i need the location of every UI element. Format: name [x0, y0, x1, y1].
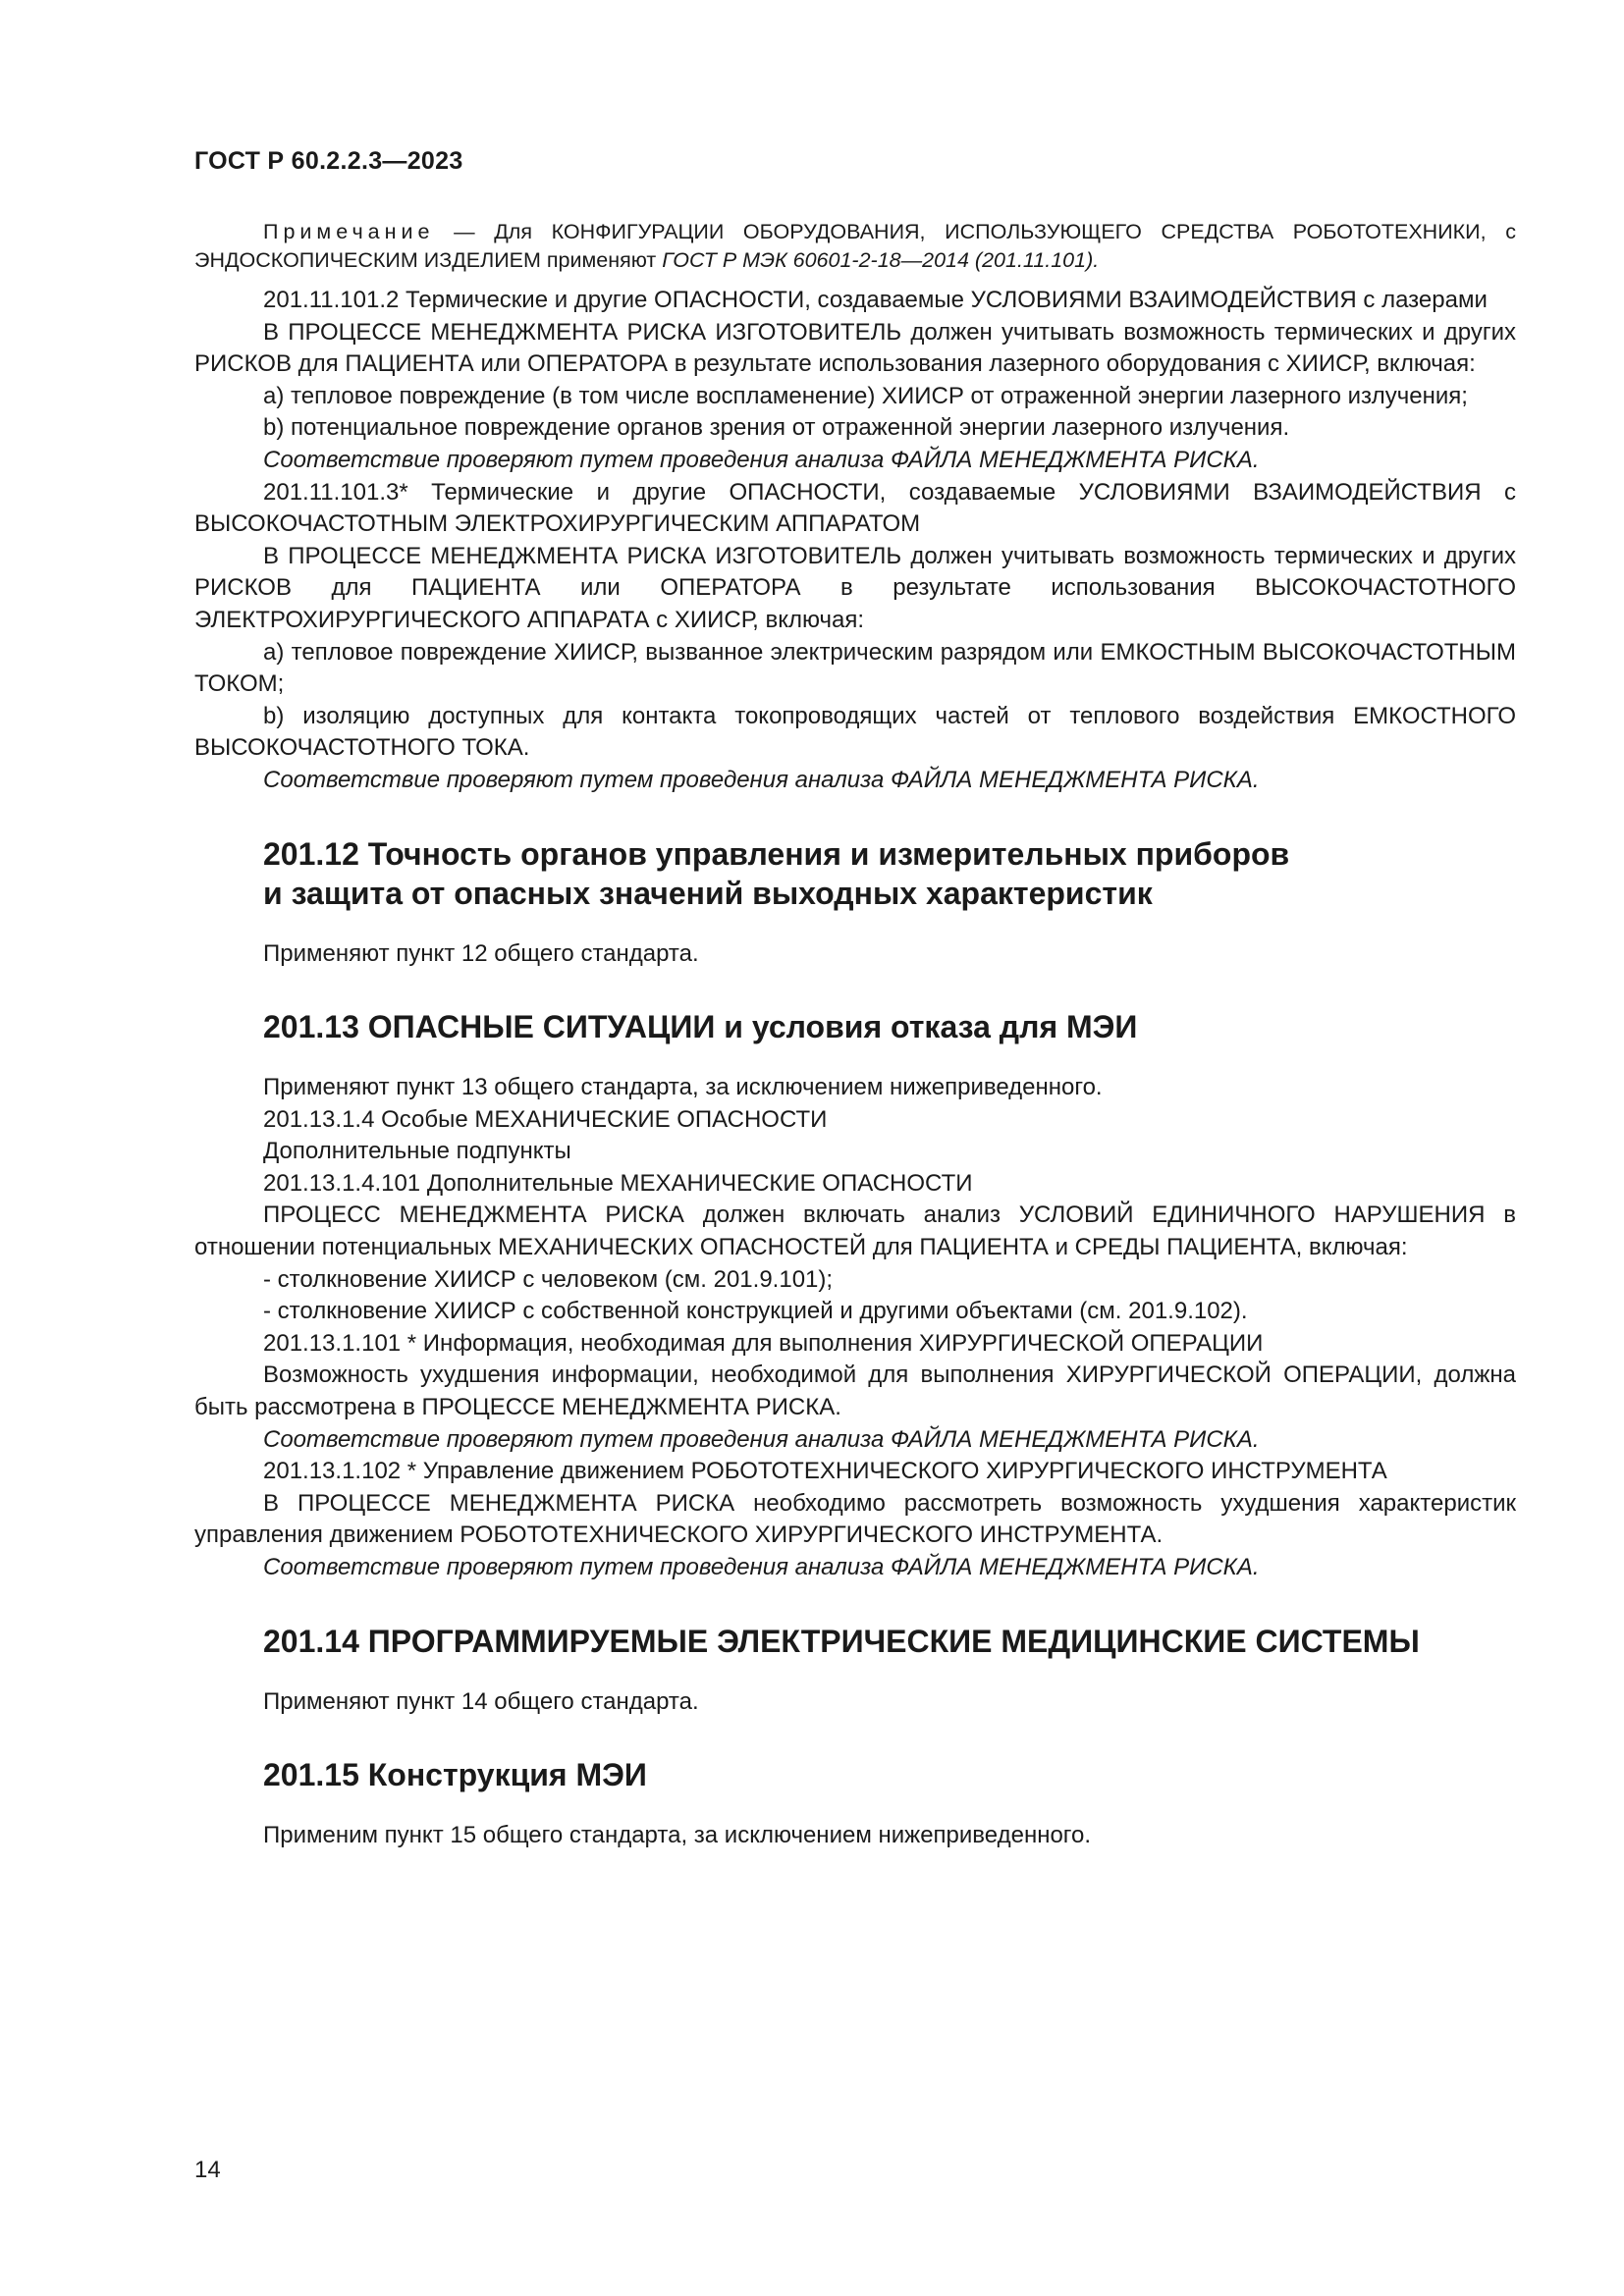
- clause-text: В ПРОЦЕССЕ МЕНЕДЖМЕНТА РИСКА ИЗГОТОВИТЕЛЬ должен учитывать возможность термических и других РИСКОВ для ПАЦИЕНТА или ОПЕРАТОРА в результате использования лазерного оборудования с ХИИСР, включая:: [194, 318, 1516, 378]
- compliance-statement: Соответствие проверяют путем проведения анализа ФАЙЛА МЕНЕДЖМЕНТА РИСКА.: [263, 766, 1260, 793]
- compliance-statement: Соответствие проверяют путем проведения анализа ФАЙЛА МЕНЕДЖМЕНТА РИСКА.: [263, 446, 1260, 473]
- clause-201-13-1-102: 201.13.1.102 * Управление движением РОБОТОТЕХНИЧЕСКОГО ХИРУРГИЧЕСКОГО ИНСТРУМЕНТА: [263, 1458, 1387, 1485]
- clause-201-11-101-2: 201.11.101.2 Термические и другие ОПАСНОСТИ, создаваемые УСЛОВИЯМИ ВЗАИМОДЕЙСТВИЯ с лазерами: [263, 287, 1488, 313]
- section-heading-201-12: [194, 834, 1516, 913]
- clause-text: В ПРОЦЕССЕ МЕНЕДЖМЕНТА РИСКА ИЗГОТОВИТЕЛЬ должен учитывать возможность термических и других РИСКОВ для ПАЦИЕНТА или ОПЕРАТОРА в результате использования ВЫСОКОЧАСТОТНОГО ЭЛЕКТРОХИРУРГИЧЕСКОГО АППАРАТА с ХИИСР, включая:: [194, 542, 1516, 633]
- clause-text: Возможность ухудшения информации, необходимой для выполнения ХИРУРГИЧЕСКОЙ ОПЕРАЦИИ, должна быть рассмотрена в ПРОЦЕССЕ МЕНЕДЖМЕНТА РИСКА.: [194, 1362, 1516, 1421]
- document-header: ГОСТ Р 60.2.2.3—2023: [194, 147, 463, 175]
- page-number: 14: [194, 2157, 221, 2183]
- clause-201-11-101-3: 201.11.101.3* Термические и другие ОПАСНОСТИ, создаваемые УСЛОВИЯМИ ВЗАИМОДЕЙСТВИЯ с ВЫСОКОЧАСТОТНЫМ ЭЛЕКТРОХИРУРГИЧЕСКИМ АППАРАТОМ: [194, 478, 1516, 538]
- dash-list-item: - столкновение ХИИСР с человеком (см. 201.9.101);: [263, 1265, 834, 1293]
- page-content: [194, 218, 1516, 1852]
- note-label: Примечание: [263, 220, 435, 243]
- heading-line-2: и защита от опасных значений выходных характеристик: [263, 875, 1153, 911]
- list-item-b: b) изоляцию доступных для контакта токопроводящих частей от теплового воздействия ЕМКОСТНОГО ВЫСОКОЧАСТОТНОГО ТОКА.: [194, 702, 1516, 762]
- note-text: — Для КОНФИГУРАЦИИ ОБОРУДОВАНИЯ, ИСПОЛЬЗУЮЩЕГО СРЕДСТВА РОБОТОТЕХНИКИ, с ЭНДОСКОПИЧЕСКИМ ИЗДЕЛИЕМ применяют: [194, 220, 1516, 272]
- section-text: Применяют пункт 12 общего стандарта.: [263, 939, 699, 967]
- list-item-a: a) тепловое повреждение ХИИСР, вызванное электрическим разрядом или ЕМКОСТНЫМ ВЫСОКОЧАСТОТНЫМ ТОКОМ;: [194, 638, 1516, 698]
- dash-list-item: - столкновение ХИИСР с собственной конструкцией и другими объектами (см. 201.9.102).: [263, 1298, 1248, 1325]
- section-heading-201-13: 201.13 ОПАСНЫЕ СИТУАЦИИ и условия отказа для МЭИ: [263, 1009, 1138, 1045]
- clause-201-13-1-101: 201.13.1.101 * Информация, необходимая для выполнения ХИРУРГИЧЕСКОЙ ОПЕРАЦИИ: [263, 1329, 1264, 1357]
- section-heading-201-14: 201.14 ПРОГРАММИРУЕМЫЕ ЭЛЕКТРИЧЕСКИЕ МЕДИЦИНСКИЕ СИСТЕМЫ: [263, 1623, 1420, 1659]
- list-item-b: b) потенциальное повреждение органов зрения от отраженной энергии лазерного излучения.: [263, 414, 1290, 442]
- section-text: Применяют пункт 14 общего стандарта.: [263, 1687, 699, 1715]
- clause-text: В ПРОЦЕССЕ МЕНЕДЖМЕНТА РИСКА необходимо рассмотреть возможность ухудшения характеристик управления движением РОБОТОТЕХНИЧЕСКОГО ХИРУРГИЧЕСКОГО ИНСТРУМЕНТА.: [194, 1489, 1516, 1549]
- section-text: Применяют пункт 13 общего стандарта, за исключением нижеприведенного.: [263, 1074, 1103, 1101]
- heading-line-1: 201.12 Точность органов управления и измерительных приборов: [263, 835, 1290, 872]
- list-item-a: a) тепловое повреждение (в том числе воспламенение) ХИИСР от отраженной энергии лазерного излучения;: [263, 382, 1468, 409]
- subclause-label: Дополнительные подпункты: [263, 1138, 571, 1165]
- compliance-statement: Соответствие проверяют путем проведения анализа ФАЙЛА МЕНЕДЖМЕНТА РИСКА.: [263, 1554, 1260, 1580]
- clause-text: ПРОЦЕСС МЕНЕДЖМЕНТА РИСКА должен включать анализ УСЛОВИЙ ЕДИНИЧНОГО НАРУШЕНИЯ в отношении потенциальных МЕХАНИЧЕСКИХ ОПАСНОСТЕЙ для ПАЦИЕНТА и СРЕДЫ ПАЦИЕНТА, включая:: [194, 1201, 1516, 1261]
- clause-201-13-1-4: 201.13.1.4 Особые МЕХАНИЧЕСКИЕ ОПАСНОСТИ: [263, 1105, 828, 1133]
- compliance-statement: Соответствие проверяют путем проведения анализа ФАЙЛА МЕНЕДЖМЕНТА РИСКА.: [263, 1425, 1260, 1453]
- note-paragraph: [194, 218, 1516, 275]
- section-heading-201-15: 201.15 Конструкция МЭИ: [263, 1757, 647, 1793]
- clause-201-13-1-4-101: 201.13.1.4.101 Дополнительные МЕХАНИЧЕСКИЕ ОПАСНОСТИ: [263, 1169, 973, 1197]
- note-reference: ГОСТ Р МЭК 60601-2-18—2014 (201.11.101).: [662, 248, 1100, 272]
- section-text: Применим пункт 15 общего стандарта, за исключением нижеприведенного.: [263, 1822, 1092, 1849]
